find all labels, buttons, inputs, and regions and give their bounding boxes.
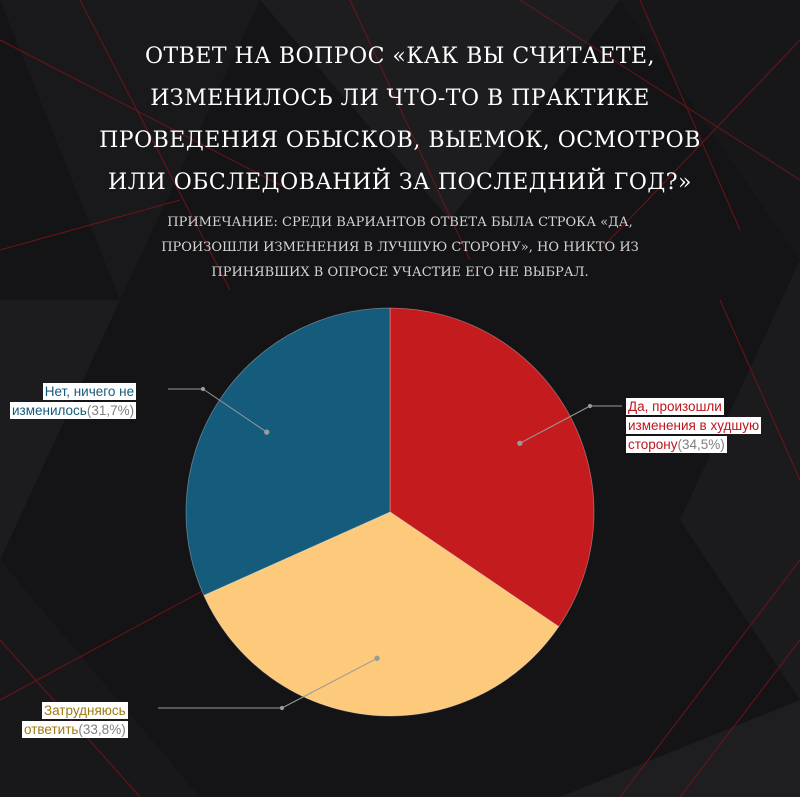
label-line: Да, произошли	[628, 399, 722, 414]
title-line: ИЗМЕНИЛОСЬ ЛИ ЧТО-ТО В ПРАКТИКЕ	[150, 86, 650, 111]
slice-label-unchanged	[10, 383, 136, 421]
title-line: ИЛИ ОБСЛЕДОВАНИЙ ЗА ПОСЛЕДНИЙ ГОД?»	[108, 170, 692, 195]
note-line: ПРИМЕЧАНИЕ: СРЕДИ ВАРИАНТОВ ОТВЕТА БЫЛА СТРОКА «ДА,	[167, 215, 633, 230]
label-percent: (31,7%)	[86, 403, 135, 418]
label-percent: (33,8%)	[78, 722, 126, 737]
note-line: ПРИНЯВШИХ В ОПРОСЕ УЧАСТИЕ ЕГО НЕ ВЫБРАЛ.	[211, 265, 589, 280]
note-line: ПРОИЗОШЛИ ИЗМЕНЕНИЯ В ЛУЧШУЮ СТОРОНУ», НО НИКТО ИЗ	[161, 240, 639, 255]
slice-label-undecided	[22, 702, 128, 740]
title-line: ОТВЕТ НА ВОПРОС «КАК ВЫ СЧИТАЕТЕ,	[144, 44, 656, 69]
title-line: ПРОВЕДЕНИЯ ОБЫСКОВ, ВЫЕМОК, ОСМОТРОВ	[99, 128, 701, 153]
slice-label-worse	[626, 398, 761, 455]
label-line	[10, 402, 136, 419]
label-line: Затрудняюсь	[43, 703, 126, 718]
leader-dot	[265, 430, 269, 434]
label-text: изменилось	[12, 403, 87, 418]
leader-dot	[375, 656, 379, 660]
label-line: Нет, ничего не	[44, 384, 135, 399]
label-percent: (34,5%)	[677, 437, 725, 452]
label-line: изменения в худшую	[628, 418, 760, 433]
label-line	[626, 436, 727, 453]
leader-dot	[518, 441, 522, 445]
label-line	[22, 721, 128, 738]
label-text: сторону	[628, 437, 678, 452]
label-text: ответить	[24, 722, 79, 737]
